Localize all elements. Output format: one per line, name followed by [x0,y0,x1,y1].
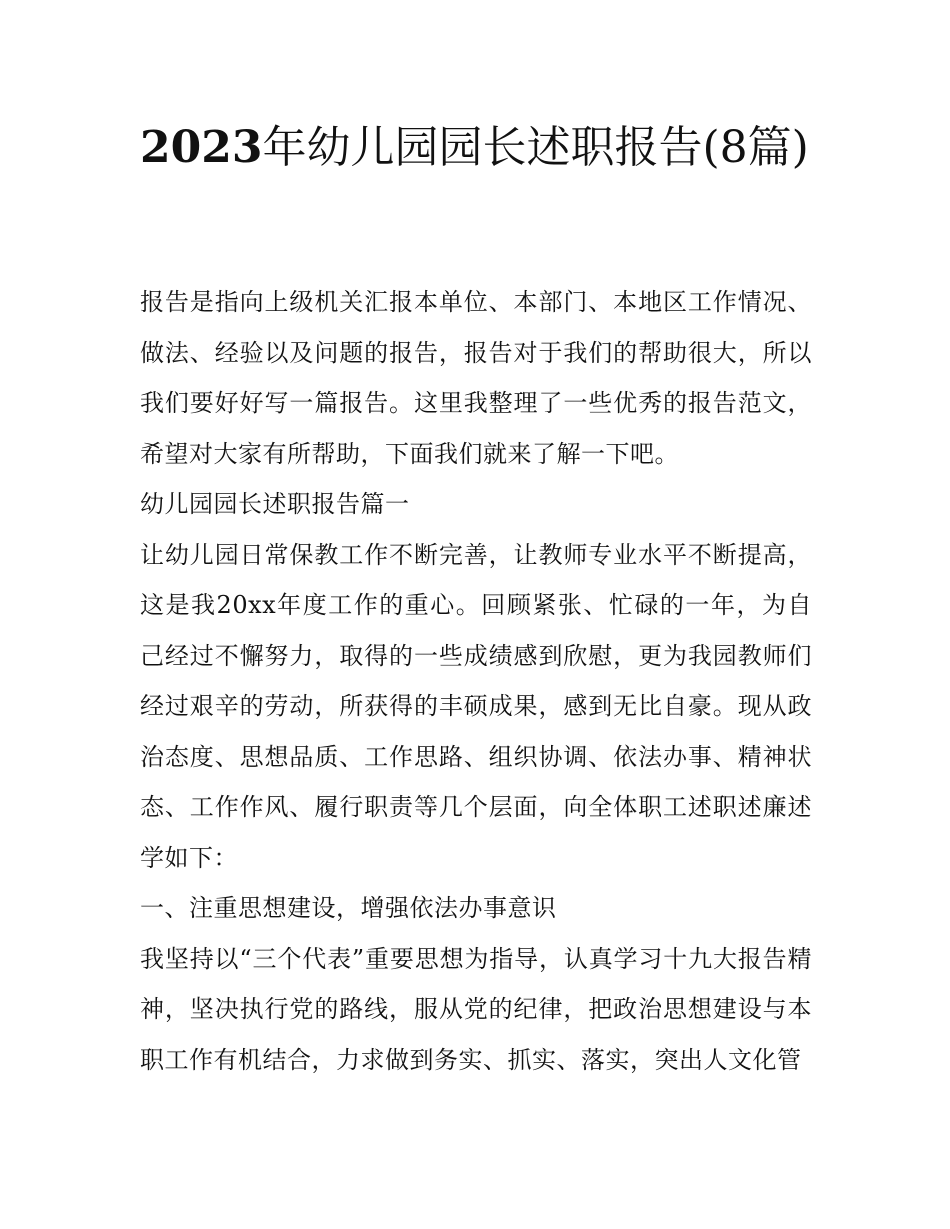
intro-paragraph: 报告是指向上级机关汇报本单位、本部门、本地区工作情况、做法、经验以及问题的报告，报告对于我们的帮助很大，所以我们要好好写一篇报告。这里我整理了一些优秀的报告范文，希望对大家有所帮助，下面我们就来了解一下吧。 [140,288,812,468]
body-paragraph: 我坚持以“三个代表”重要思想为指导，认真学习十九大报告精神，坚决执行党的路线，服从党的纪律，把政治思想建设与本职工作有机结合，力求做到务实、抓实、落实，突出人文化管 [140,944,812,1074]
subsection-heading: 一、注重思想建设，增强依法办事意识 [140,894,557,922]
section-heading: 幼儿园园长述职报告篇一 [140,490,410,518]
body-paragraph: 让幼儿园日常保教工作不断完善，让教师专业水平不断提高，这是我20xx年度工作的重心。回顾紧张、忙碌的一年，为自己经过不懈努力，取得的一些成绩感到欣慰，更为我园教师们经过艰辛的劳动，所获得的丰硕成果，感到无比自豪。现从政治态度、思想品质、工作思路、组织协调、依法办事、精神状态、工作作风、履行职责等几个层面，向全体职工述职述廉述学如下： [140,540,812,872]
document-title: 2023年幼儿园园长述职报告(8篇) [140,122,809,173]
document-body [140,277,812,1085]
title-year: 2023 [140,122,263,173]
